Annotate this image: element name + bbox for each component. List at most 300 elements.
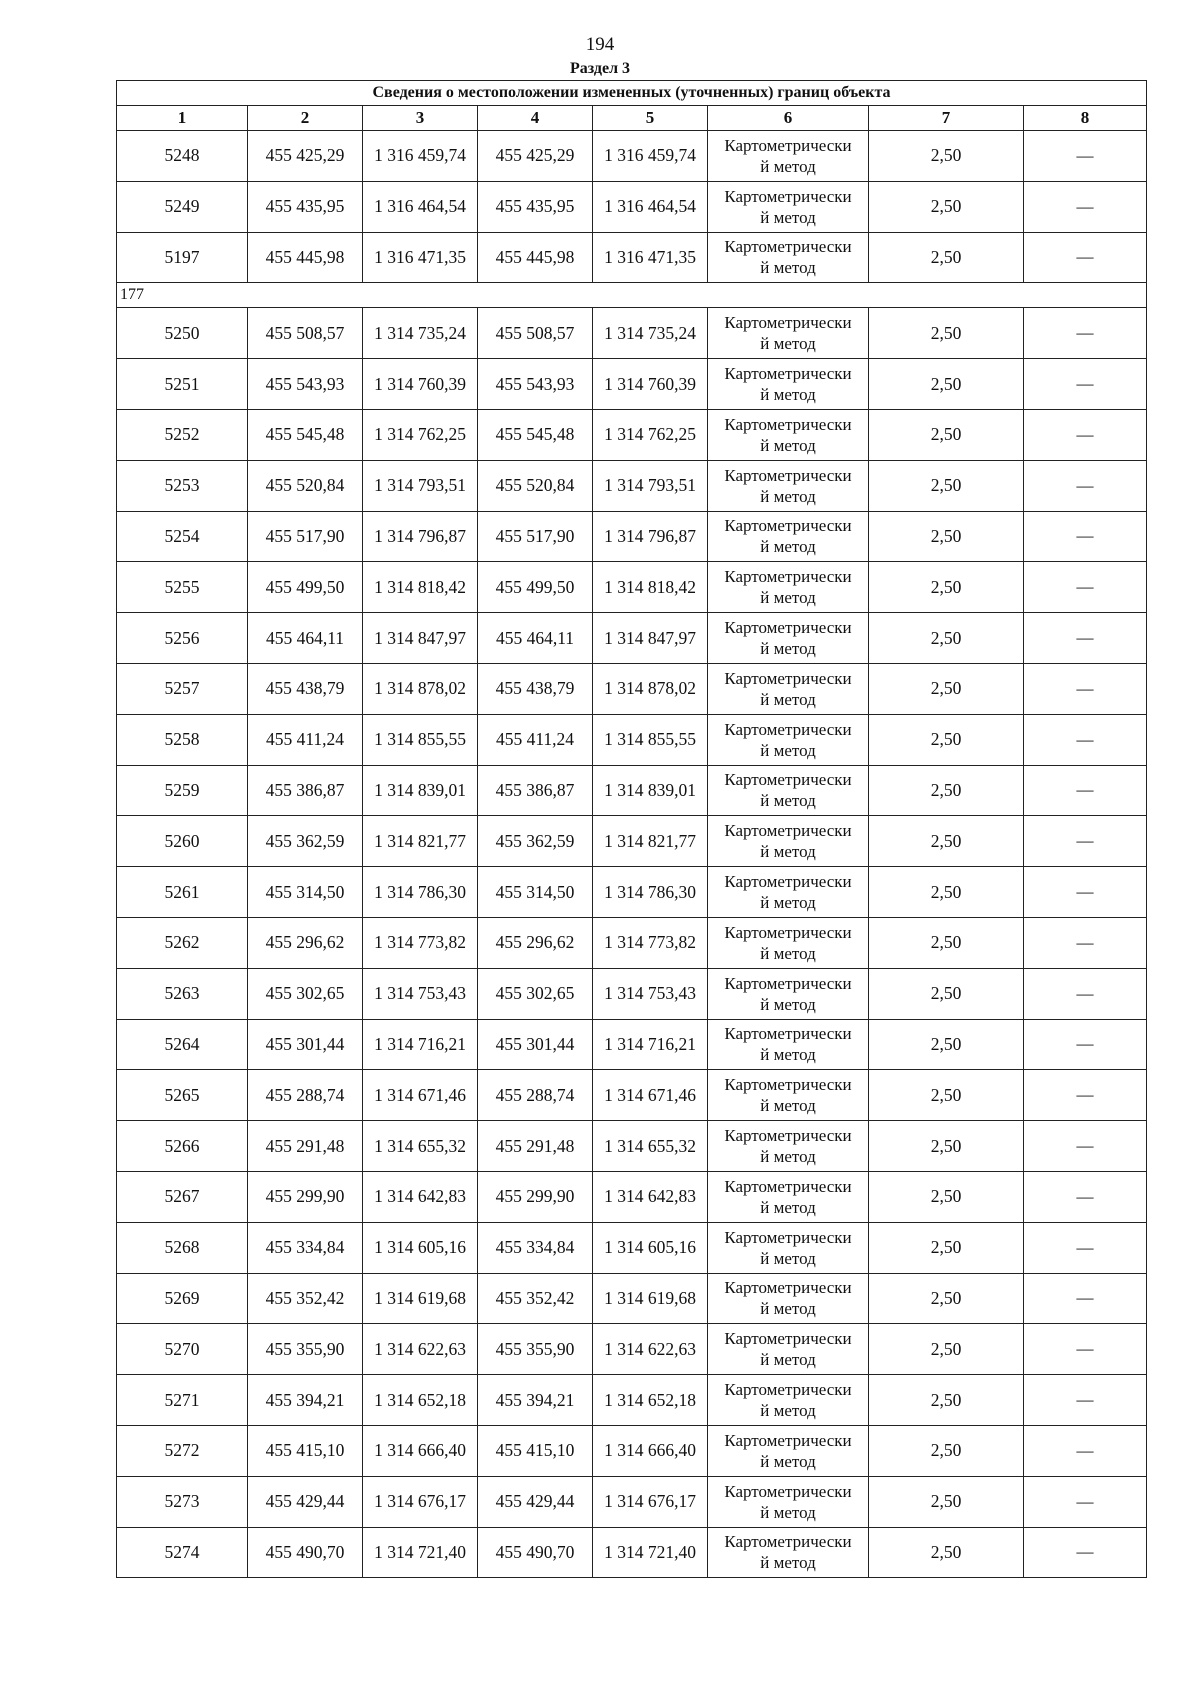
- y-coordinate-cell: 1 314 796,87: [363, 511, 478, 562]
- point-number-cell: 5197: [117, 232, 248, 283]
- y-coordinate-cell: 1 314 671,46: [363, 1070, 478, 1121]
- table-row: [117, 181, 1147, 232]
- x-coordinate-cell: 455 464,11: [478, 613, 593, 664]
- table-row: [117, 1273, 1147, 1324]
- method-text-line: Картометрически: [724, 1024, 852, 1044]
- method-text-line: Картометрически: [724, 1227, 852, 1247]
- point-number-cell: 5270: [117, 1324, 248, 1375]
- y-coordinate-cell: 1 314 878,02: [593, 663, 708, 714]
- description-cell: —: [1024, 308, 1147, 359]
- accuracy-cell: 2,50: [869, 1171, 1024, 1222]
- table-row: [117, 816, 1147, 867]
- description-cell: —: [1024, 181, 1147, 232]
- method-text-line: Картометрически: [724, 922, 852, 942]
- y-coordinate-cell: 1 314 839,01: [593, 765, 708, 816]
- table-row: [117, 460, 1147, 511]
- point-number-cell: 5262: [117, 917, 248, 968]
- accuracy-cell: 2,50: [869, 1019, 1024, 1070]
- method-text-line: Картометрически: [724, 135, 852, 155]
- description-cell: —: [1024, 460, 1147, 511]
- accuracy-cell: 2,50: [869, 816, 1024, 867]
- column-header: 6: [708, 106, 869, 131]
- x-coordinate-cell: 455 362,59: [248, 816, 363, 867]
- method-text-line: Картометрически: [724, 872, 852, 892]
- y-coordinate-cell: 1 314 773,82: [363, 917, 478, 968]
- method-cell: [708, 181, 869, 232]
- description-cell: —: [1024, 511, 1147, 562]
- method-text-line: й метод: [760, 1451, 816, 1471]
- method-text-line: Картометрически: [724, 1532, 852, 1552]
- y-coordinate-cell: 1 314 818,42: [363, 562, 478, 613]
- y-coordinate-cell: 1 314 796,87: [593, 511, 708, 562]
- x-coordinate-cell: 455 464,11: [248, 613, 363, 664]
- x-coordinate-cell: 455 543,93: [248, 359, 363, 410]
- method-text-line: й метод: [760, 537, 816, 557]
- accuracy-cell: 2,50: [869, 1425, 1024, 1476]
- method-text-line: Картометрически: [724, 237, 852, 257]
- column-header: 8: [1024, 106, 1147, 131]
- description-cell: —: [1024, 1070, 1147, 1121]
- method-text-line: й метод: [760, 486, 816, 506]
- y-coordinate-cell: 1 314 793,51: [363, 460, 478, 511]
- x-coordinate-cell: 455 386,87: [248, 765, 363, 816]
- y-coordinate-cell: 1 314 676,17: [593, 1476, 708, 1527]
- x-coordinate-cell: 455 545,48: [248, 409, 363, 460]
- description-cell: —: [1024, 1222, 1147, 1273]
- x-coordinate-cell: 455 429,44: [478, 1476, 593, 1527]
- method-text-line: й метод: [760, 689, 816, 709]
- accuracy-cell: 2,50: [869, 1121, 1024, 1172]
- y-coordinate-cell: 1 314 605,16: [363, 1222, 478, 1273]
- table-row: [117, 867, 1147, 918]
- accuracy-cell: 2,50: [869, 714, 1024, 765]
- x-coordinate-cell: 455 314,50: [478, 867, 593, 918]
- table-row: [117, 409, 1147, 460]
- x-coordinate-cell: 455 415,10: [248, 1425, 363, 1476]
- method-cell: [708, 765, 869, 816]
- method-text-line: й метод: [760, 740, 816, 760]
- description-cell: —: [1024, 1324, 1147, 1375]
- column-header: 5: [593, 106, 708, 131]
- x-coordinate-cell: 455 299,90: [478, 1171, 593, 1222]
- point-number-cell: 5251: [117, 359, 248, 410]
- y-coordinate-cell: 1 314 735,24: [363, 308, 478, 359]
- accuracy-cell: 2,50: [869, 1527, 1024, 1578]
- y-coordinate-cell: 1 314 655,32: [363, 1121, 478, 1172]
- description-cell: —: [1024, 663, 1147, 714]
- x-coordinate-cell: 455 435,95: [478, 181, 593, 232]
- y-coordinate-cell: 1 316 459,74: [593, 131, 708, 182]
- accuracy-cell: 2,50: [869, 1476, 1024, 1527]
- x-coordinate-cell: 455 352,42: [248, 1273, 363, 1324]
- accuracy-cell: 2,50: [869, 511, 1024, 562]
- point-number-cell: 5250: [117, 308, 248, 359]
- method-text-line: Картометрически: [724, 618, 852, 638]
- method-text-line: й метод: [760, 258, 816, 278]
- y-coordinate-cell: 1 314 735,24: [593, 308, 708, 359]
- description-cell: —: [1024, 1375, 1147, 1426]
- description-cell: —: [1024, 562, 1147, 613]
- table-row: [117, 1476, 1147, 1527]
- x-coordinate-cell: 455 499,50: [478, 562, 593, 613]
- y-coordinate-cell: 1 314 818,42: [593, 562, 708, 613]
- method-text-line: й метод: [760, 156, 816, 176]
- point-number-cell: 5267: [117, 1171, 248, 1222]
- method-cell: [708, 232, 869, 283]
- x-coordinate-cell: 455 543,93: [478, 359, 593, 410]
- table-row: [117, 1222, 1147, 1273]
- point-number-cell: 5255: [117, 562, 248, 613]
- point-number-cell: 5265: [117, 1070, 248, 1121]
- x-coordinate-cell: 455 520,84: [248, 460, 363, 511]
- y-coordinate-cell: 1 314 676,17: [363, 1476, 478, 1527]
- description-cell: —: [1024, 613, 1147, 664]
- object-group-label: 177: [117, 283, 1147, 308]
- y-coordinate-cell: 1 314 655,32: [593, 1121, 708, 1172]
- y-coordinate-cell: 1 314 793,51: [593, 460, 708, 511]
- method-text-line: Картометрически: [724, 1481, 852, 1501]
- x-coordinate-cell: 455 435,95: [248, 181, 363, 232]
- accuracy-cell: 2,50: [869, 308, 1024, 359]
- point-number-cell: 5252: [117, 409, 248, 460]
- accuracy-cell: 2,50: [869, 1273, 1024, 1324]
- point-number-cell: 5264: [117, 1019, 248, 1070]
- x-coordinate-cell: 455 291,48: [248, 1121, 363, 1172]
- point-number-cell: 5268: [117, 1222, 248, 1273]
- table-row: [117, 765, 1147, 816]
- method-text-line: Картометрически: [724, 516, 852, 536]
- x-coordinate-cell: 455 445,98: [478, 232, 593, 283]
- x-coordinate-cell: 455 288,74: [248, 1070, 363, 1121]
- table-caption-row: [117, 81, 1147, 106]
- y-coordinate-cell: 1 314 619,68: [593, 1273, 708, 1324]
- y-coordinate-cell: 1 314 721,40: [363, 1527, 478, 1578]
- point-number-cell: 5259: [117, 765, 248, 816]
- y-coordinate-cell: 1 314 666,40: [363, 1425, 478, 1476]
- description-cell: —: [1024, 1019, 1147, 1070]
- method-text-line: й метод: [760, 1401, 816, 1421]
- x-coordinate-cell: 455 296,62: [478, 917, 593, 968]
- y-coordinate-cell: 1 314 773,82: [593, 917, 708, 968]
- description-cell: —: [1024, 968, 1147, 1019]
- x-coordinate-cell: 455 438,79: [478, 663, 593, 714]
- x-coordinate-cell: 455 362,59: [478, 816, 593, 867]
- method-text-line: Картометрически: [724, 1278, 852, 1298]
- boundary-table: [116, 80, 1147, 1578]
- method-text-line: й метод: [760, 435, 816, 455]
- accuracy-cell: 2,50: [869, 232, 1024, 283]
- x-coordinate-cell: 455 438,79: [248, 663, 363, 714]
- y-coordinate-cell: 1 314 622,63: [593, 1324, 708, 1375]
- description-cell: —: [1024, 867, 1147, 918]
- method-text-line: Картометрически: [724, 1075, 852, 1095]
- table-row: [117, 562, 1147, 613]
- y-coordinate-cell: 1 314 619,68: [363, 1273, 478, 1324]
- accuracy-cell: 2,50: [869, 917, 1024, 968]
- method-text-line: Картометрически: [724, 465, 852, 485]
- x-coordinate-cell: 455 490,70: [478, 1527, 593, 1578]
- object-group-row: [117, 283, 1147, 308]
- method-text-line: й метод: [760, 1350, 816, 1370]
- y-coordinate-cell: 1 316 464,54: [363, 181, 478, 232]
- point-number-cell: 5256: [117, 613, 248, 664]
- method-text-line: й метод: [760, 791, 816, 811]
- method-text-line: Картометрически: [724, 1380, 852, 1400]
- method-text-line: й метод: [760, 1197, 816, 1217]
- x-coordinate-cell: 455 425,29: [248, 131, 363, 182]
- y-coordinate-cell: 1 314 721,40: [593, 1527, 708, 1578]
- y-coordinate-cell: 1 316 459,74: [363, 131, 478, 182]
- x-coordinate-cell: 455 499,50: [248, 562, 363, 613]
- method-text-line: й метод: [760, 1553, 816, 1573]
- table-row: [117, 1019, 1147, 1070]
- x-coordinate-cell: 455 355,90: [478, 1324, 593, 1375]
- accuracy-cell: 2,50: [869, 968, 1024, 1019]
- x-coordinate-cell: 455 352,42: [478, 1273, 593, 1324]
- method-text-line: й метод: [760, 334, 816, 354]
- point-number-cell: 5266: [117, 1121, 248, 1172]
- method-cell: [708, 917, 869, 968]
- table-row: [117, 1121, 1147, 1172]
- table-row: [117, 968, 1147, 1019]
- method-text-line: Картометрически: [724, 1176, 852, 1196]
- table-row: [117, 308, 1147, 359]
- method-cell: [708, 359, 869, 410]
- description-cell: —: [1024, 917, 1147, 968]
- y-coordinate-cell: 1 314 716,21: [593, 1019, 708, 1070]
- y-coordinate-cell: 1 314 762,25: [593, 409, 708, 460]
- method-cell: [708, 460, 869, 511]
- y-coordinate-cell: 1 314 753,43: [363, 968, 478, 1019]
- method-text-line: й метод: [760, 385, 816, 405]
- point-number-cell: 5273: [117, 1476, 248, 1527]
- y-coordinate-cell: 1 314 652,18: [363, 1375, 478, 1426]
- method-text-line: Картометрически: [724, 186, 852, 206]
- method-text-line: й метод: [760, 943, 816, 963]
- accuracy-cell: 2,50: [869, 562, 1024, 613]
- x-coordinate-cell: 455 425,29: [478, 131, 593, 182]
- accuracy-cell: 2,50: [869, 765, 1024, 816]
- method-text-line: Картометрически: [724, 313, 852, 333]
- x-coordinate-cell: 455 445,98: [248, 232, 363, 283]
- x-coordinate-cell: 455 334,84: [248, 1222, 363, 1273]
- column-header-row: [117, 106, 1147, 131]
- method-text-line: Картометрически: [724, 719, 852, 739]
- table-row: [117, 613, 1147, 664]
- method-text-line: Картометрически: [724, 770, 852, 790]
- x-coordinate-cell: 455 517,90: [248, 511, 363, 562]
- method-text-line: Картометрически: [724, 1329, 852, 1349]
- method-cell: [708, 816, 869, 867]
- description-cell: —: [1024, 1527, 1147, 1578]
- method-cell: [708, 663, 869, 714]
- point-number-cell: 5257: [117, 663, 248, 714]
- y-coordinate-cell: 1 314 642,83: [363, 1171, 478, 1222]
- x-coordinate-cell: 455 288,74: [478, 1070, 593, 1121]
- description-cell: —: [1024, 1273, 1147, 1324]
- point-number-cell: 5258: [117, 714, 248, 765]
- y-coordinate-cell: 1 316 464,54: [593, 181, 708, 232]
- x-coordinate-cell: 455 302,65: [478, 968, 593, 1019]
- y-coordinate-cell: 1 314 666,40: [593, 1425, 708, 1476]
- table-row: [117, 1324, 1147, 1375]
- method-cell: [708, 968, 869, 1019]
- x-coordinate-cell: 455 291,48: [478, 1121, 593, 1172]
- column-header: 1: [117, 106, 248, 131]
- method-text-line: Картометрически: [724, 567, 852, 587]
- method-text-line: й метод: [760, 1248, 816, 1268]
- method-cell: [708, 1324, 869, 1375]
- accuracy-cell: 2,50: [869, 1070, 1024, 1121]
- x-coordinate-cell: 455 299,90: [248, 1171, 363, 1222]
- accuracy-cell: 2,50: [869, 613, 1024, 664]
- description-cell: —: [1024, 409, 1147, 460]
- description-cell: —: [1024, 816, 1147, 867]
- x-coordinate-cell: 455 508,57: [248, 308, 363, 359]
- method-cell: [708, 1476, 869, 1527]
- x-coordinate-cell: 455 302,65: [248, 968, 363, 1019]
- method-cell: [708, 1527, 869, 1578]
- accuracy-cell: 2,50: [869, 867, 1024, 918]
- table-row: [117, 1375, 1147, 1426]
- y-coordinate-cell: 1 314 839,01: [363, 765, 478, 816]
- method-cell: [708, 867, 869, 918]
- accuracy-cell: 2,50: [869, 181, 1024, 232]
- method-text-line: Картометрически: [724, 1126, 852, 1146]
- x-coordinate-cell: 455 301,44: [478, 1019, 593, 1070]
- method-text-line: Картометрически: [724, 821, 852, 841]
- method-cell: [708, 714, 869, 765]
- y-coordinate-cell: 1 314 855,55: [593, 714, 708, 765]
- method-text-line: й метод: [760, 994, 816, 1014]
- x-coordinate-cell: 455 411,24: [478, 714, 593, 765]
- method-cell: [708, 1273, 869, 1324]
- method-text-line: й метод: [760, 588, 816, 608]
- y-coordinate-cell: 1 314 760,39: [363, 359, 478, 410]
- x-coordinate-cell: 455 415,10: [478, 1425, 593, 1476]
- point-number-cell: 5249: [117, 181, 248, 232]
- y-coordinate-cell: 1 314 855,55: [363, 714, 478, 765]
- method-text-line: Картометрически: [724, 414, 852, 434]
- method-text-line: й метод: [760, 842, 816, 862]
- y-coordinate-cell: 1 314 760,39: [593, 359, 708, 410]
- point-number-cell: 5254: [117, 511, 248, 562]
- description-cell: —: [1024, 232, 1147, 283]
- method-text-line: Картометрически: [724, 973, 852, 993]
- y-coordinate-cell: 1 314 878,02: [363, 663, 478, 714]
- y-coordinate-cell: 1 314 762,25: [363, 409, 478, 460]
- point-number-cell: 5248: [117, 131, 248, 182]
- accuracy-cell: 2,50: [869, 409, 1024, 460]
- point-number-cell: 5272: [117, 1425, 248, 1476]
- table-row: [117, 1527, 1147, 1578]
- method-cell: [708, 131, 869, 182]
- description-cell: —: [1024, 131, 1147, 182]
- description-cell: —: [1024, 1121, 1147, 1172]
- column-header: 3: [363, 106, 478, 131]
- description-cell: —: [1024, 765, 1147, 816]
- x-coordinate-cell: 455 517,90: [478, 511, 593, 562]
- method-text-line: й метод: [760, 893, 816, 913]
- x-coordinate-cell: 455 355,90: [248, 1324, 363, 1375]
- x-coordinate-cell: 455 411,24: [248, 714, 363, 765]
- accuracy-cell: 2,50: [869, 359, 1024, 410]
- y-coordinate-cell: 1 314 847,97: [593, 613, 708, 664]
- point-number-cell: 5263: [117, 968, 248, 1019]
- y-coordinate-cell: 1 314 821,77: [363, 816, 478, 867]
- y-coordinate-cell: 1 314 847,97: [363, 613, 478, 664]
- table-row: [117, 232, 1147, 283]
- description-cell: —: [1024, 1425, 1147, 1476]
- x-coordinate-cell: 455 314,50: [248, 867, 363, 918]
- method-text-line: й метод: [760, 1147, 816, 1167]
- y-coordinate-cell: 1 314 786,30: [593, 867, 708, 918]
- description-cell: —: [1024, 1171, 1147, 1222]
- x-coordinate-cell: 455 301,44: [248, 1019, 363, 1070]
- method-cell: [708, 1121, 869, 1172]
- x-coordinate-cell: 455 334,84: [478, 1222, 593, 1273]
- method-cell: [708, 1019, 869, 1070]
- method-cell: [708, 562, 869, 613]
- table-row: [117, 917, 1147, 968]
- x-coordinate-cell: 455 429,44: [248, 1476, 363, 1527]
- y-coordinate-cell: 1 314 671,46: [593, 1070, 708, 1121]
- y-coordinate-cell: 1 314 821,77: [593, 816, 708, 867]
- x-coordinate-cell: 455 520,84: [478, 460, 593, 511]
- x-coordinate-cell: 455 508,57: [478, 308, 593, 359]
- method-cell: [708, 1222, 869, 1273]
- table-row: [117, 1070, 1147, 1121]
- table-row: [117, 1425, 1147, 1476]
- method-cell: [708, 511, 869, 562]
- method-text-line: й метод: [760, 207, 816, 227]
- point-number-cell: 5274: [117, 1527, 248, 1578]
- y-coordinate-cell: 1 314 652,18: [593, 1375, 708, 1426]
- accuracy-cell: 2,50: [869, 131, 1024, 182]
- y-coordinate-cell: 1 314 753,43: [593, 968, 708, 1019]
- method-cell: [708, 308, 869, 359]
- point-number-cell: 5260: [117, 816, 248, 867]
- method-cell: [708, 1070, 869, 1121]
- accuracy-cell: 2,50: [869, 460, 1024, 511]
- section-title: Раздел 3: [569, 60, 631, 77]
- y-coordinate-cell: 1 316 471,35: [593, 232, 708, 283]
- table-row: [117, 714, 1147, 765]
- column-header: 4: [478, 106, 593, 131]
- method-cell: [708, 1375, 869, 1426]
- table-caption: Сведения о местоположении измененных (уточненных) границ объекта: [117, 81, 1147, 106]
- method-cell: [708, 613, 869, 664]
- y-coordinate-cell: 1 314 622,63: [363, 1324, 478, 1375]
- accuracy-cell: 2,50: [869, 663, 1024, 714]
- method-text-line: й метод: [760, 1299, 816, 1319]
- point-number-cell: 5271: [117, 1375, 248, 1426]
- accuracy-cell: 2,50: [869, 1222, 1024, 1273]
- x-coordinate-cell: 455 394,21: [478, 1375, 593, 1426]
- description-cell: —: [1024, 714, 1147, 765]
- method-text-line: й метод: [760, 1502, 816, 1522]
- method-text-line: й метод: [760, 1045, 816, 1065]
- x-coordinate-cell: 455 394,21: [248, 1375, 363, 1426]
- method-cell: [708, 1171, 869, 1222]
- accuracy-cell: 2,50: [869, 1375, 1024, 1426]
- description-cell: —: [1024, 1476, 1147, 1527]
- table-row: [117, 1171, 1147, 1222]
- y-coordinate-cell: 1 316 471,35: [363, 232, 478, 283]
- method-text-line: й метод: [760, 1096, 816, 1116]
- page-number: 194: [585, 34, 615, 55]
- method-text-line: Картометрически: [724, 1430, 852, 1450]
